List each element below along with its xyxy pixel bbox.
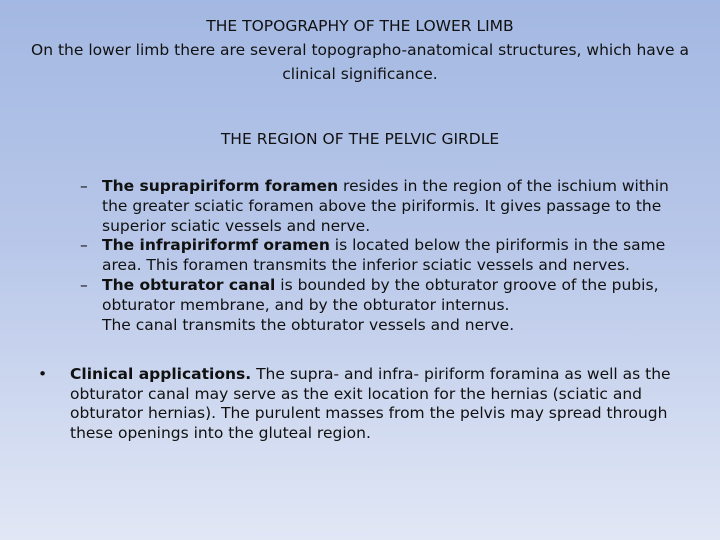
list-item bbox=[80, 177, 690, 236]
intro-text: On the lower limb there are several topographo-anatomical structures, which have a clinical significance. bbox=[31, 41, 689, 83]
slide-header bbox=[30, 14, 690, 86]
dash-marker: – bbox=[80, 236, 88, 255]
slide-title: THE TOPOGRAPHY OF THE LOWER LIMB bbox=[206, 17, 514, 35]
clinical-text bbox=[70, 365, 678, 443]
section-title: THE REGION OF THE PELVIC GIRDLE bbox=[220, 130, 500, 148]
bullet-marker: • bbox=[38, 365, 48, 383]
list-item bbox=[80, 236, 690, 276]
dash-marker: – bbox=[80, 177, 88, 195]
item-term: The infrapiriformf oramen bbox=[102, 236, 330, 255]
list-item bbox=[80, 276, 690, 316]
item-term: The suprapiriform foramen bbox=[102, 177, 339, 195]
dash-marker: – bbox=[80, 275, 88, 294]
clinical-applications bbox=[38, 365, 678, 443]
item-term: The obturator canal bbox=[102, 275, 276, 294]
clinical-body: The supra- and infra- piriform foramina as well as the obturator canal may serve as the exit location for the hernias (sciatic and obturator hernias). The purulent masses from the pelvis may spread through these openings into the gluteal region. bbox=[70, 365, 671, 442]
structure-list bbox=[80, 177, 690, 335]
item-text: is bounded by the obturator groove of the pubis, obturator membrane, and by the obturator internus. bbox=[102, 275, 659, 314]
item-text: is located below the piriformis in the same area. This foramen transmits the inferior sciatic vessels and nerves. bbox=[102, 236, 666, 275]
item-text: resides in the region of the ischium within the greater sciatic foramen above the piriformis. It gives passage to the superior sciatic vessels and nerve. bbox=[102, 177, 669, 235]
continuation-line: The canal transmits the obturator vessels and nerve. bbox=[102, 315, 515, 334]
clinical-term: Clinical applications. bbox=[70, 365, 252, 383]
